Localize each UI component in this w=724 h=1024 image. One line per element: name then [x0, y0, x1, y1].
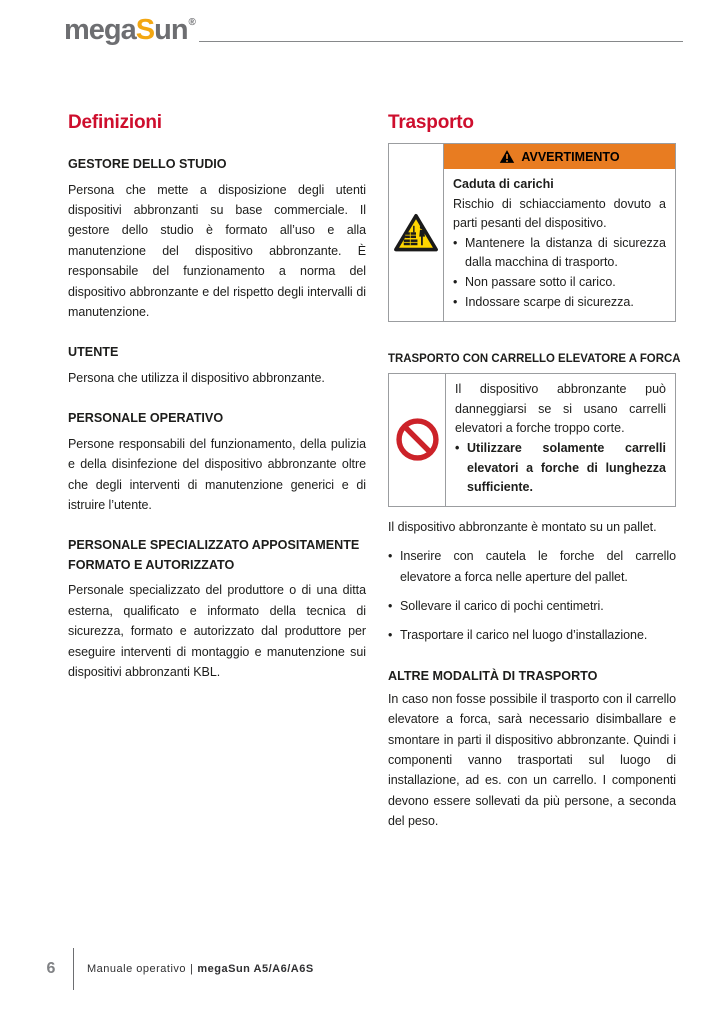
warning-bullet: • Non passare sotto il carico. [453, 273, 666, 293]
hazard-title: Caduta di carichi [453, 177, 554, 191]
suspended-load-warning-icon [393, 212, 439, 254]
warning-bullet: • Indossare scarpe di sicurezza. [453, 293, 666, 313]
warning-box-content [444, 144, 675, 321]
warning-banner [444, 144, 675, 169]
footer-product-label: megaSun A5/A6/A6S [197, 963, 314, 975]
logo-part-un: un [154, 14, 188, 46]
logo-part-mega: mega [64, 14, 136, 46]
caution-text: Il dispositivo abbronzante può danneggiarsi se si usano carrelli elevatori a forche troppo corte. [455, 382, 666, 436]
definitions-column [68, 112, 366, 682]
definition-section-gestore [68, 155, 366, 322]
definition-title: PERSONALE SPECIALIZZATO APPOSITAMENTE FORMATO E AUTORIZZATO [68, 538, 360, 572]
forklift-section-heading: TRASPORTO CON CARRELLO ELEVATORE A FORCA [388, 351, 681, 366]
other-transport-heading: ALTRE MODALITÀ DI TRASPORTO [388, 668, 598, 683]
page-footer [38, 948, 314, 990]
transport-step: • Inserire con cautela le forche del carrello elevatore a forca nelle aperture del pallet. [388, 546, 676, 587]
other-transport-body: In caso non fosse possibile il trasporto con il carrello elevatore a forca, sarà necessario disimballare e smontare in parti il dispositivo abbronzante. Quindi i componenti vanno trasportati sul luogo di installazione, ad es. con un carrello. I componenti devono essere sollevati da più persone, a seconda del peso. [388, 691, 676, 829]
definition-body: Persona che mette a disposizione degli utenti dispositivi abbronzanti su base commerciale. Il gestore dello studio è formato all’uso e alla manutenzione del dispositivo abbronzante. È responsabile del funzionamento a norma del dispositivo abbronzante e del rispetto degli intervalli di manutenzione. [68, 182, 366, 319]
logo-accent-s: S [135, 14, 155, 46]
transport-step: • Sollevare il carico di pochi centimetri. [388, 596, 676, 616]
megasun-logo [64, 16, 196, 45]
prohibition-icon-cell [389, 374, 446, 506]
definition-section-utente [68, 343, 366, 388]
definition-section-personale-specializzato [68, 536, 366, 682]
warning-body [444, 169, 675, 321]
footer-text [87, 963, 314, 975]
hazard-text: Rischio di schiacciamento dovuto a parti pesanti del dispositivo. [453, 196, 666, 231]
definition-title: GESTORE DELLO STUDIO [68, 157, 227, 171]
pallet-intro-text: Il dispositivo abbronzante è montato su un pallet. [388, 519, 657, 534]
transport-column [388, 112, 681, 832]
prohibition-box-content [446, 374, 675, 506]
definition-title: PERSONALE OPERATIVO [68, 411, 224, 426]
transport-heading: Trasporto [388, 112, 474, 133]
page-number: 6 [46, 960, 56, 977]
general-prohibition-icon [395, 417, 440, 462]
definition-body: Persona che utilizza il dispositivo abbronzante. [68, 370, 325, 385]
transport-step: • Trasportare il carico nel luogo d’installazione. [388, 625, 676, 645]
caution-bullet: • Utilizzare solamente carrelli elevatori a forche di lunghezza sufficiente. [455, 439, 666, 498]
definitions-heading: Definizioni [68, 112, 162, 133]
warning-bullet: • Mantenere la distanza di sicurezza dalla macchina di trasporto. [453, 234, 666, 273]
footer-manual-label: Manuale operativo [87, 963, 187, 975]
header-rule [199, 41, 683, 42]
page-header [64, 16, 683, 45]
prohibition-box-forklift [388, 373, 676, 507]
warning-box-falling-loads [388, 143, 676, 322]
definition-section-personale-operativo [68, 409, 366, 515]
warning-icon-cell [389, 144, 444, 321]
definition-body: Persone responsabili del funzionamento, della pulizia e della disinfezione del dispositivo abbronzante oltre che degli interventi di manutenzione generici e di istruire l’utente. [68, 436, 366, 513]
registered-trademark-symbol: ® [188, 17, 196, 28]
definition-body: Personale specializzato del produttore o di una ditta esterna, qualificato e informato della tecnica di sicurezza, formato e autorizzato dal produttore per eseguire interventi di montaggio e manutenzione sui dispositivi abbronzanti KBL. [68, 583, 366, 680]
footer-separator: | [190, 963, 194, 975]
footer-divider [73, 948, 74, 990]
warning-banner-label: AVVERTIMENTO [521, 149, 620, 164]
definition-title: UTENTE [68, 345, 119, 360]
warning-triangle-icon [499, 149, 515, 164]
